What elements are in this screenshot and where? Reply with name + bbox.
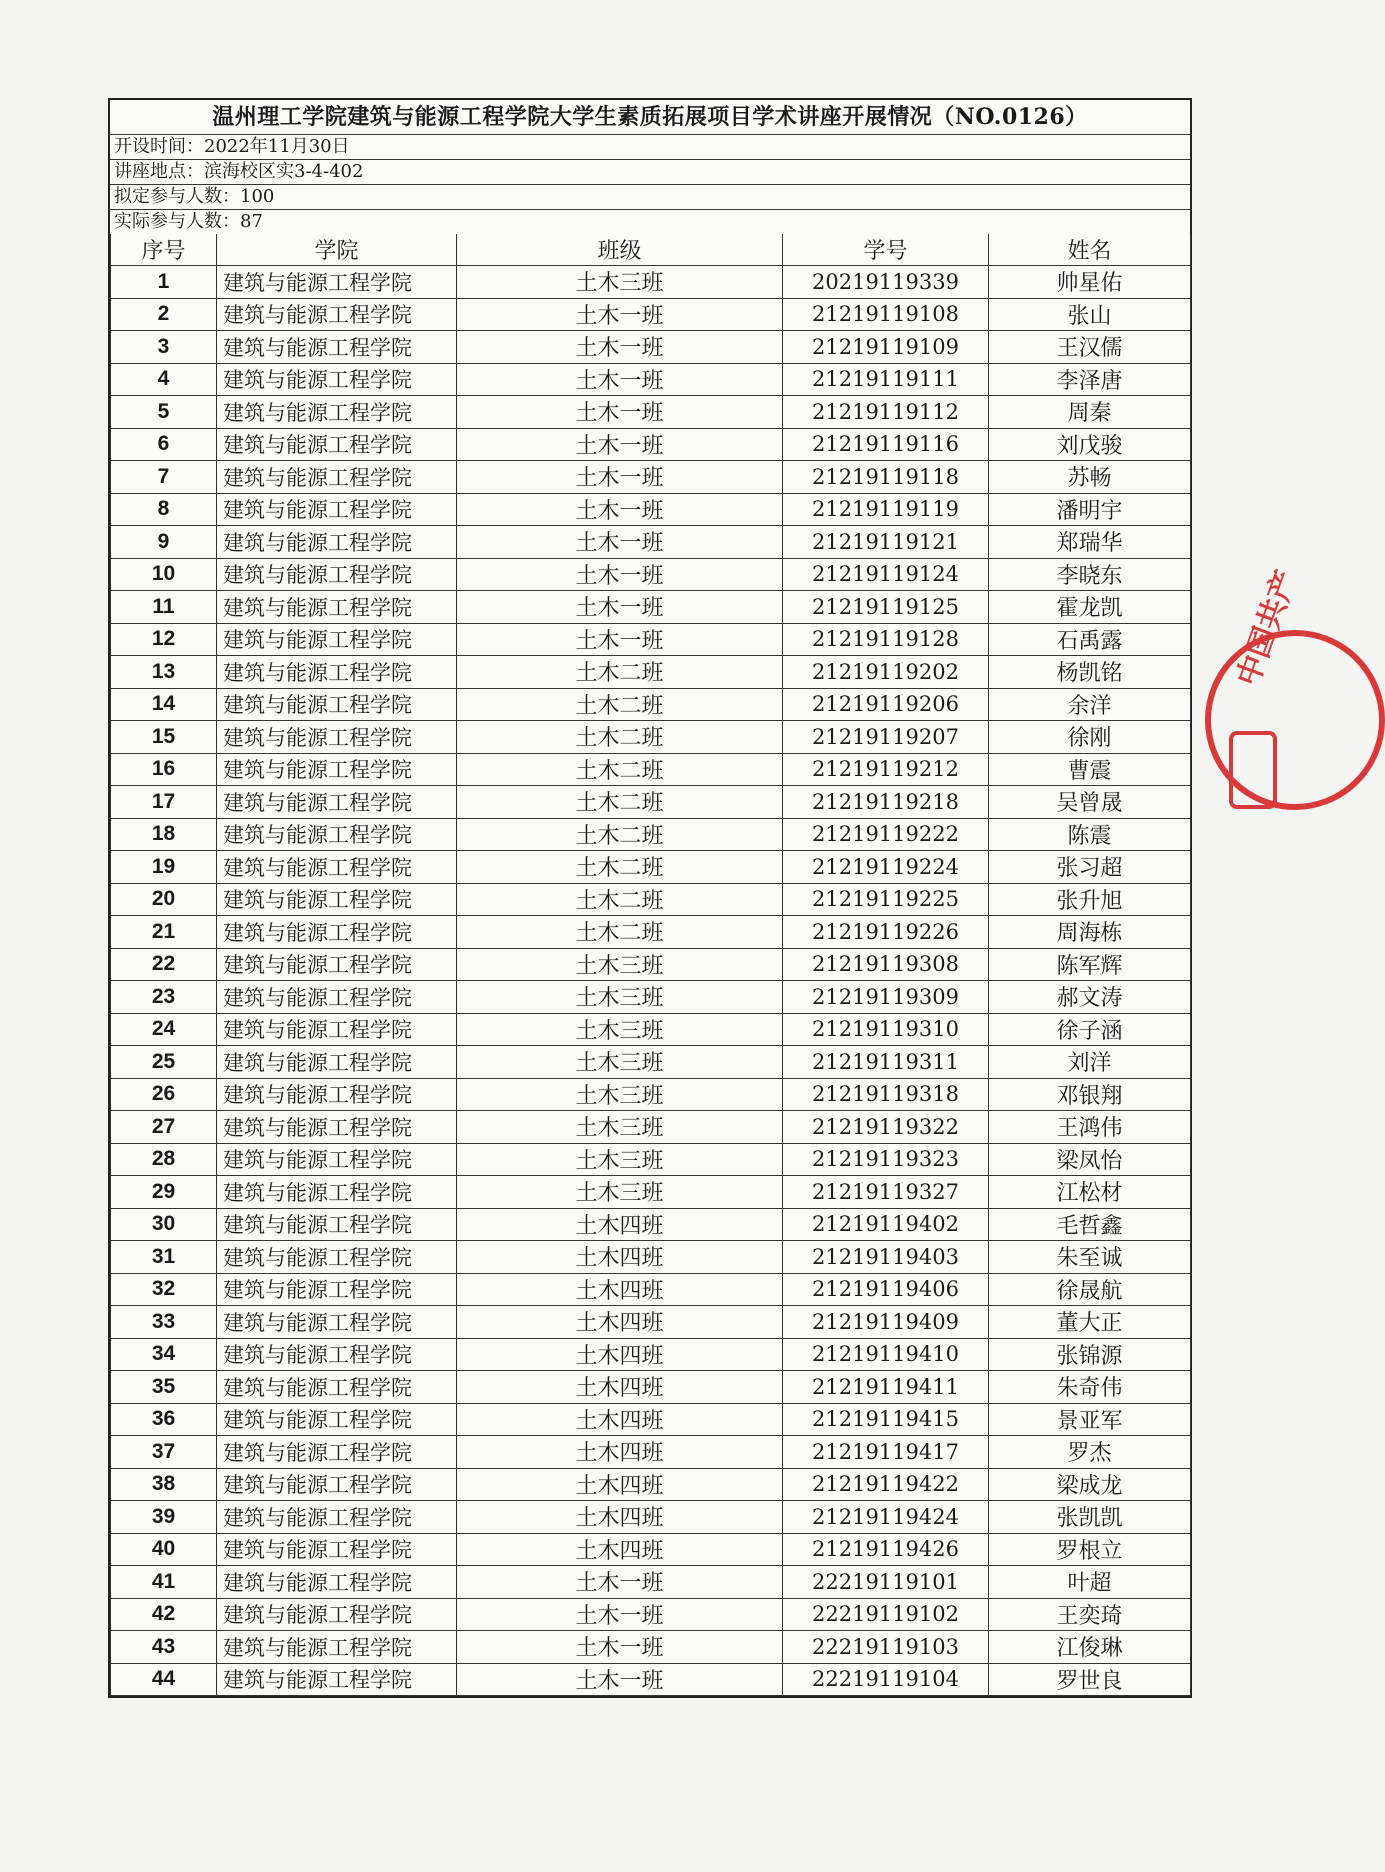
row-name: 徐子涵 — [989, 1013, 1191, 1046]
row-student-id: 21219119309 — [783, 981, 989, 1014]
row-number: 38 — [111, 1468, 217, 1501]
row-class: 土木二班 — [457, 883, 783, 916]
row-name: 陈震 — [989, 818, 1191, 851]
row-number: 24 — [111, 1013, 217, 1046]
row-student-id: 21219119323 — [783, 1143, 989, 1176]
row-name: 罗世良 — [989, 1663, 1191, 1696]
row-college: 建筑与能源工程学院 — [217, 656, 457, 689]
row-student-id: 21219119119 — [783, 493, 989, 526]
row-student-id: 21219119218 — [783, 786, 989, 819]
row-name: 潘明宇 — [989, 493, 1191, 526]
row-student-id: 21219119311 — [783, 1046, 989, 1079]
table-row — [111, 1241, 1191, 1274]
row-number: 41 — [111, 1566, 217, 1599]
row-class: 土木四班 — [457, 1241, 783, 1274]
row-college: 建筑与能源工程学院 — [217, 298, 457, 331]
row-number: 40 — [111, 1533, 217, 1566]
row-number: 29 — [111, 1176, 217, 1209]
row-class: 土木一班 — [457, 428, 783, 461]
row-student-id: 21219119121 — [783, 526, 989, 559]
row-student-id: 21219119202 — [783, 656, 989, 689]
row-student-id: 21219119225 — [783, 883, 989, 916]
table-row — [111, 1436, 1191, 1469]
row-college: 建筑与能源工程学院 — [217, 266, 457, 299]
row-student-id: 21219119410 — [783, 1338, 989, 1371]
row-name: 张习超 — [989, 851, 1191, 884]
row-name: 余洋 — [989, 688, 1191, 721]
row-college: 建筑与能源工程学院 — [217, 1501, 457, 1534]
row-college: 建筑与能源工程学院 — [217, 1078, 457, 1111]
row-student-id: 21219119212 — [783, 753, 989, 786]
row-class: 土木四班 — [457, 1468, 783, 1501]
row-number: 1 — [111, 266, 217, 299]
row-college: 建筑与能源工程学院 — [217, 1631, 457, 1664]
header-name: 姓名 — [989, 234, 1191, 266]
row-number: 20 — [111, 883, 217, 916]
row-number: 14 — [111, 688, 217, 721]
row-name: 朱至诚 — [989, 1241, 1191, 1274]
row-class: 土木四班 — [457, 1208, 783, 1241]
table-row — [111, 1501, 1191, 1534]
row-number: 42 — [111, 1598, 217, 1631]
row-class: 土木一班 — [457, 558, 783, 591]
lecture-location: 讲座地点：滨海校区实3-4-402 — [110, 160, 1190, 185]
row-college: 建筑与能源工程学院 — [217, 753, 457, 786]
row-class: 土木二班 — [457, 753, 783, 786]
row-college: 建筑与能源工程学院 — [217, 1598, 457, 1631]
row-number: 15 — [111, 721, 217, 754]
table-row — [111, 331, 1191, 364]
row-number: 8 — [111, 493, 217, 526]
row-student-id: 21219119424 — [783, 1501, 989, 1534]
row-name: 毛哲鑫 — [989, 1208, 1191, 1241]
row-class: 土木四班 — [457, 1403, 783, 1436]
row-number: 3 — [111, 331, 217, 364]
table-row — [111, 981, 1191, 1014]
row-number: 19 — [111, 851, 217, 884]
header-student-id: 学号 — [783, 234, 989, 266]
table-row — [111, 721, 1191, 754]
row-number: 44 — [111, 1663, 217, 1696]
row-class: 土木三班 — [457, 981, 783, 1014]
row-student-id: 21219119308 — [783, 948, 989, 981]
row-student-id: 21219119226 — [783, 916, 989, 949]
row-number: 4 — [111, 363, 217, 396]
table-row — [111, 1566, 1191, 1599]
row-class: 土木二班 — [457, 786, 783, 819]
row-student-id: 21219119417 — [783, 1436, 989, 1469]
row-name: 张凯凯 — [989, 1501, 1191, 1534]
attendance-table — [110, 234, 1191, 1696]
row-college: 建筑与能源工程学院 — [217, 623, 457, 656]
row-college: 建筑与能源工程学院 — [217, 1338, 457, 1371]
row-class: 土木一班 — [457, 298, 783, 331]
seal-inner-mark — [1229, 731, 1277, 809]
row-class: 土木二班 — [457, 688, 783, 721]
table-row — [111, 1371, 1191, 1404]
row-name: 罗杰 — [989, 1436, 1191, 1469]
row-college: 建筑与能源工程学院 — [217, 916, 457, 949]
row-class: 土木三班 — [457, 1176, 783, 1209]
row-number: 43 — [111, 1631, 217, 1664]
row-college: 建筑与能源工程学院 — [217, 1046, 457, 1079]
row-name: 石禹露 — [989, 623, 1191, 656]
row-college: 建筑与能源工程学院 — [217, 981, 457, 1014]
row-student-id: 20219119339 — [783, 266, 989, 299]
row-number: 7 — [111, 461, 217, 494]
row-class: 土木四班 — [457, 1338, 783, 1371]
row-college: 建筑与能源工程学院 — [217, 1403, 457, 1436]
row-class: 土木一班 — [457, 1598, 783, 1631]
row-name: 李晓东 — [989, 558, 1191, 591]
row-name: 徐晟航 — [989, 1273, 1191, 1306]
row-student-id: 22219119101 — [783, 1566, 989, 1599]
row-student-id: 21219119318 — [783, 1078, 989, 1111]
row-college: 建筑与能源工程学院 — [217, 558, 457, 591]
row-class: 土木一班 — [457, 1663, 783, 1696]
row-student-id: 21219119109 — [783, 331, 989, 364]
row-student-id: 21219119415 — [783, 1403, 989, 1436]
row-name: 陈军辉 — [989, 948, 1191, 981]
row-class: 土木一班 — [457, 363, 783, 396]
row-student-id: 21219119207 — [783, 721, 989, 754]
row-number: 36 — [111, 1403, 217, 1436]
row-class: 土木四班 — [457, 1371, 783, 1404]
row-college: 建筑与能源工程学院 — [217, 818, 457, 851]
row-name: 江松材 — [989, 1176, 1191, 1209]
row-college: 建筑与能源工程学院 — [217, 1436, 457, 1469]
table-row — [111, 591, 1191, 624]
row-college: 建筑与能源工程学院 — [217, 1143, 457, 1176]
row-college: 建筑与能源工程学院 — [217, 461, 457, 494]
row-college: 建筑与能源工程学院 — [217, 363, 457, 396]
row-name: 周秦 — [989, 396, 1191, 429]
row-class: 土木四班 — [457, 1436, 783, 1469]
row-name: 杨凯铭 — [989, 656, 1191, 689]
table-row — [111, 1663, 1191, 1696]
row-student-id: 21219119222 — [783, 818, 989, 851]
table-row — [111, 558, 1191, 591]
row-student-id: 21219119409 — [783, 1306, 989, 1339]
row-name: 刘戊骏 — [989, 428, 1191, 461]
row-class: 土木一班 — [457, 493, 783, 526]
row-name: 吴曾晟 — [989, 786, 1191, 819]
row-college: 建筑与能源工程学院 — [217, 948, 457, 981]
row-number: 16 — [111, 753, 217, 786]
table-row — [111, 1046, 1191, 1079]
row-number: 33 — [111, 1306, 217, 1339]
table-row — [111, 493, 1191, 526]
row-college: 建筑与能源工程学院 — [217, 1111, 457, 1144]
header-college: 学院 — [217, 234, 457, 266]
row-name: 苏畅 — [989, 461, 1191, 494]
row-class: 土木三班 — [457, 1046, 783, 1079]
row-name: 张升旭 — [989, 883, 1191, 916]
row-college: 建筑与能源工程学院 — [217, 591, 457, 624]
table-row — [111, 623, 1191, 656]
row-number: 26 — [111, 1078, 217, 1111]
row-class: 土木四班 — [457, 1306, 783, 1339]
table-row — [111, 656, 1191, 689]
table-row — [111, 298, 1191, 331]
row-number: 22 — [111, 948, 217, 981]
row-student-id: 21219119406 — [783, 1273, 989, 1306]
row-student-id: 21219119206 — [783, 688, 989, 721]
row-name: 张锦源 — [989, 1338, 1191, 1371]
row-student-id: 21219119426 — [783, 1533, 989, 1566]
row-college: 建筑与能源工程学院 — [217, 428, 457, 461]
table-row — [111, 1468, 1191, 1501]
table-header-row — [111, 234, 1191, 266]
row-name: 周海栋 — [989, 916, 1191, 949]
table-row — [111, 1533, 1191, 1566]
row-student-id: 21219119402 — [783, 1208, 989, 1241]
table-row — [111, 1598, 1191, 1631]
planned-participants: 拟定参与人数：100 — [110, 185, 1190, 210]
table-row — [111, 948, 1191, 981]
row-name: 帅星佑 — [989, 266, 1191, 299]
row-class: 土木二班 — [457, 916, 783, 949]
row-student-id: 22219119103 — [783, 1631, 989, 1664]
row-student-id: 21219119118 — [783, 461, 989, 494]
row-college: 建筑与能源工程学院 — [217, 493, 457, 526]
start-time: 开设时间：2022年11月30日 — [110, 135, 1190, 160]
document-title: 温州理工学院建筑与能源工程学院大学生素质拓展项目学术讲座开展情况（NO.0126） — [110, 100, 1190, 135]
row-college: 建筑与能源工程学院 — [217, 1208, 457, 1241]
row-class: 土木三班 — [457, 1013, 783, 1046]
table-row — [111, 1306, 1191, 1339]
row-college: 建筑与能源工程学院 — [217, 1663, 457, 1696]
row-name: 张山 — [989, 298, 1191, 331]
row-college: 建筑与能源工程学院 — [217, 1533, 457, 1566]
row-name: 郑瑞华 — [989, 526, 1191, 559]
row-class: 土木三班 — [457, 948, 783, 981]
row-class: 土木一班 — [457, 623, 783, 656]
row-name: 叶超 — [989, 1566, 1191, 1599]
row-class: 土木一班 — [457, 526, 783, 559]
row-student-id: 21219119108 — [783, 298, 989, 331]
row-student-id: 21219119128 — [783, 623, 989, 656]
row-name: 梁成龙 — [989, 1468, 1191, 1501]
row-number: 34 — [111, 1338, 217, 1371]
row-student-id: 21219119327 — [783, 1176, 989, 1209]
actual-participants: 实际参与人数：87 — [114, 211, 263, 232]
red-seal-stamp — [1205, 565, 1385, 810]
table-row — [111, 883, 1191, 916]
row-class: 土木一班 — [457, 396, 783, 429]
row-name: 王鸿伟 — [989, 1111, 1191, 1144]
table-row — [111, 526, 1191, 559]
row-college: 建筑与能源工程学院 — [217, 1273, 457, 1306]
row-number: 2 — [111, 298, 217, 331]
row-name: 景亚军 — [989, 1403, 1191, 1436]
row-student-id: 22219119104 — [783, 1663, 989, 1696]
row-student-id: 21219119422 — [783, 1468, 989, 1501]
row-name: 董大正 — [989, 1306, 1191, 1339]
row-class: 土木一班 — [457, 1631, 783, 1664]
table-row — [111, 396, 1191, 429]
row-number: 6 — [111, 428, 217, 461]
row-college: 建筑与能源工程学院 — [217, 1371, 457, 1404]
row-number: 5 — [111, 396, 217, 429]
row-number: 13 — [111, 656, 217, 689]
row-student-id: 21219119111 — [783, 363, 989, 396]
row-college: 建筑与能源工程学院 — [217, 526, 457, 559]
row-student-id: 22219119102 — [783, 1598, 989, 1631]
table-row — [111, 266, 1191, 299]
row-number: 21 — [111, 916, 217, 949]
table-row — [111, 461, 1191, 494]
row-college: 建筑与能源工程学院 — [217, 1566, 457, 1599]
table-row — [111, 916, 1191, 949]
row-class: 土木三班 — [457, 1143, 783, 1176]
row-number: 18 — [111, 818, 217, 851]
row-class: 土木三班 — [457, 266, 783, 299]
row-student-id: 21219119112 — [783, 396, 989, 429]
table-row — [111, 1111, 1191, 1144]
row-name: 王汉儒 — [989, 331, 1191, 364]
row-number: 11 — [111, 591, 217, 624]
row-name: 朱奇伟 — [989, 1371, 1191, 1404]
row-student-id: 21219119322 — [783, 1111, 989, 1144]
table-row — [111, 851, 1191, 884]
row-college: 建筑与能源工程学院 — [217, 1468, 457, 1501]
row-class: 土木一班 — [457, 591, 783, 624]
row-name: 邓银翔 — [989, 1078, 1191, 1111]
row-number: 27 — [111, 1111, 217, 1144]
table-row — [111, 1143, 1191, 1176]
row-name: 李泽唐 — [989, 363, 1191, 396]
row-number: 28 — [111, 1143, 217, 1176]
table-row — [111, 1208, 1191, 1241]
table-row — [111, 818, 1191, 851]
row-college: 建筑与能源工程学院 — [217, 1176, 457, 1209]
row-student-id: 21219119310 — [783, 1013, 989, 1046]
table-row — [111, 363, 1191, 396]
row-class: 土木二班 — [457, 851, 783, 884]
row-name: 徐刚 — [989, 721, 1191, 754]
row-college: 建筑与能源工程学院 — [217, 688, 457, 721]
row-name: 刘洋 — [989, 1046, 1191, 1079]
row-class: 土木一班 — [457, 1566, 783, 1599]
row-name: 梁凤怡 — [989, 1143, 1191, 1176]
row-student-id: 21219119116 — [783, 428, 989, 461]
table-row — [111, 1403, 1191, 1436]
table-body — [111, 266, 1191, 1696]
table-row — [111, 1078, 1191, 1111]
row-college: 建筑与能源工程学院 — [217, 1013, 457, 1046]
row-name: 曹震 — [989, 753, 1191, 786]
row-number: 25 — [111, 1046, 217, 1079]
row-class: 土木四班 — [457, 1501, 783, 1534]
row-name: 霍龙凯 — [989, 591, 1191, 624]
row-college: 建筑与能源工程学院 — [217, 396, 457, 429]
row-class: 土木四班 — [457, 1533, 783, 1566]
header-number: 序号 — [111, 234, 217, 266]
table-row — [111, 1273, 1191, 1306]
row-number: 31 — [111, 1241, 217, 1274]
row-student-id: 21219119125 — [783, 591, 989, 624]
row-student-id: 21219119403 — [783, 1241, 989, 1274]
row-student-id: 21219119124 — [783, 558, 989, 591]
row-college: 建筑与能源工程学院 — [217, 1241, 457, 1274]
row-college: 建筑与能源工程学院 — [217, 883, 457, 916]
row-name: 王奕琦 — [989, 1598, 1191, 1631]
table-row — [111, 688, 1191, 721]
row-college: 建筑与能源工程学院 — [217, 721, 457, 754]
row-class: 土木二班 — [457, 818, 783, 851]
row-class: 土木四班 — [457, 1273, 783, 1306]
row-class: 土木一班 — [457, 461, 783, 494]
row-college: 建筑与能源工程学院 — [217, 1306, 457, 1339]
row-number: 35 — [111, 1371, 217, 1404]
row-number: 17 — [111, 786, 217, 819]
row-college: 建筑与能源工程学院 — [217, 851, 457, 884]
row-name: 罗根立 — [989, 1533, 1191, 1566]
header-class: 班级 — [457, 234, 783, 266]
row-class: 土木二班 — [457, 721, 783, 754]
row-class: 土木三班 — [457, 1111, 783, 1144]
row-class: 土木三班 — [457, 1078, 783, 1111]
table-row — [111, 428, 1191, 461]
row-college: 建筑与能源工程学院 — [217, 786, 457, 819]
row-name: 江俊琳 — [989, 1631, 1191, 1664]
row-class: 土木二班 — [457, 656, 783, 689]
table-row — [111, 1631, 1191, 1664]
table-row — [111, 786, 1191, 819]
row-number: 9 — [111, 526, 217, 559]
attendance-sheet — [108, 98, 1192, 1698]
row-college: 建筑与能源工程学院 — [217, 331, 457, 364]
row-number: 23 — [111, 981, 217, 1014]
table-row — [111, 1013, 1191, 1046]
row-student-id: 21219119411 — [783, 1371, 989, 1404]
row-number: 39 — [111, 1501, 217, 1534]
table-row — [111, 1338, 1191, 1371]
seal-text: 中国共产 — [1230, 565, 1305, 691]
row-number: 12 — [111, 623, 217, 656]
row-name: 郝文涛 — [989, 981, 1191, 1014]
table-row — [111, 753, 1191, 786]
row-number: 30 — [111, 1208, 217, 1241]
row-number: 10 — [111, 558, 217, 591]
table-row — [111, 1176, 1191, 1209]
row-number: 37 — [111, 1436, 217, 1469]
row-class: 土木一班 — [457, 331, 783, 364]
row-student-id: 21219119224 — [783, 851, 989, 884]
row-number: 32 — [111, 1273, 217, 1306]
